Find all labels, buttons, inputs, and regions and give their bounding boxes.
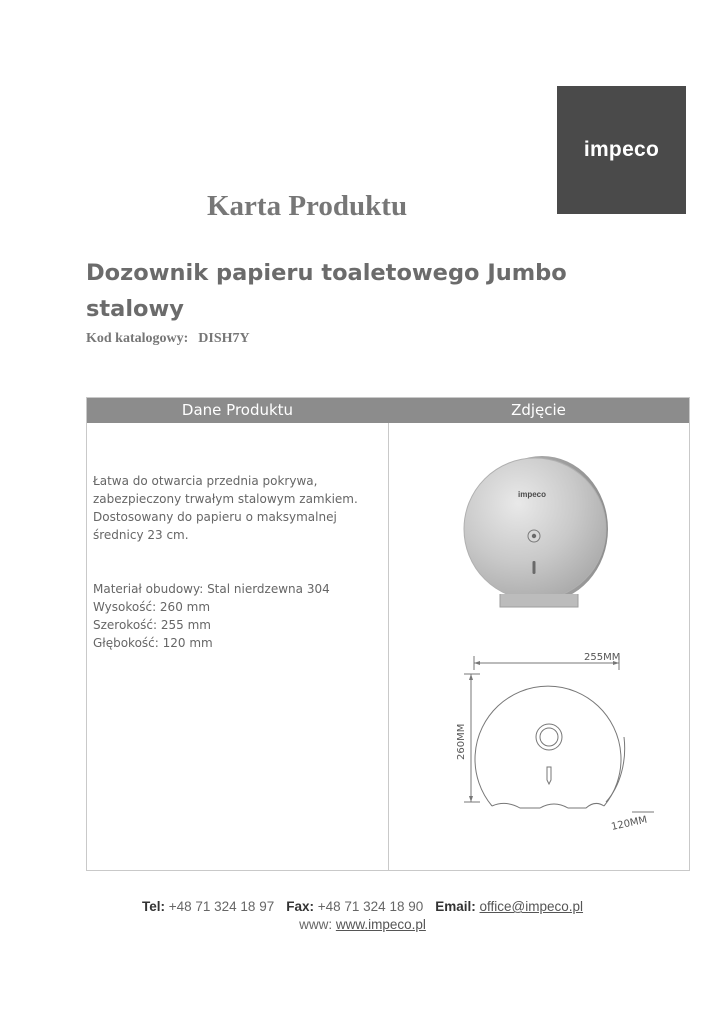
product-description — [93, 472, 378, 544]
product-data-header: Dane Produktu — [181, 401, 294, 419]
product-photo — [460, 449, 610, 619]
tel-label: Tel: — [141, 899, 165, 914]
tel-value: +48 71 324 18 97 — [168, 899, 275, 914]
email-link[interactable]: office@impeco.pl — [479, 899, 584, 914]
dispenser-front — [464, 458, 606, 600]
description-line: średnicy 23 cm. — [93, 528, 189, 542]
drawing-width-label: 255MM — [584, 652, 621, 663]
contact-line — [0, 898, 725, 916]
brand-logo — [557, 86, 686, 214]
page-footer — [0, 898, 725, 934]
drawing-height-label: 260MM — [456, 723, 467, 760]
www-label: www: — [299, 917, 333, 932]
catalog-code-label: Kod katalogowy: — [86, 331, 189, 346]
description-line: Dostosowany do papieru o maksymalnej — [93, 510, 337, 524]
description-line: zabezpieczony trwałym stalowym zamkiem. — [93, 492, 358, 506]
photo-header: Zdjęcie — [511, 401, 566, 419]
product-name: Dozownik papieru toaletowego Jumbo stalowy — [86, 260, 567, 322]
table-header-row — [87, 398, 689, 423]
description-line: Łatwa do otwarcia przednia pokrywa, — [93, 474, 318, 488]
fax-label: Fax: — [286, 899, 314, 914]
spec-depth: Głębokość: 120 mm — [93, 636, 213, 650]
document-title: Karta Produktu — [207, 190, 408, 222]
spec-width: Szerokość: 255 mm — [93, 618, 211, 632]
brand-logo-text: impeco — [583, 138, 660, 161]
dispenser-base — [500, 594, 578, 607]
spec-height: Wysokość: 260 mm — [93, 600, 211, 614]
website-link[interactable]: www.impeco.pl — [335, 917, 426, 932]
email-label: Email: — [435, 899, 476, 914]
drawing-depth-label: 120MM — [610, 814, 649, 833]
technical-drawing — [454, 652, 654, 847]
fax-value: +48 71 324 18 90 — [317, 899, 424, 914]
catalog-code-value: DISH7Y — [198, 331, 250, 346]
product-specs — [93, 580, 378, 652]
catalog-code-line — [86, 331, 250, 347]
spec-material: Materiał obudowy: Stal nierdzewna 304 — [93, 582, 330, 596]
www-line — [0, 916, 725, 934]
inspection-window-icon — [533, 561, 536, 574]
lock-keyhole-icon — [532, 534, 536, 538]
photo-brand-label: impeco — [518, 490, 547, 499]
product-table — [86, 397, 690, 871]
column-divider — [388, 423, 389, 870]
